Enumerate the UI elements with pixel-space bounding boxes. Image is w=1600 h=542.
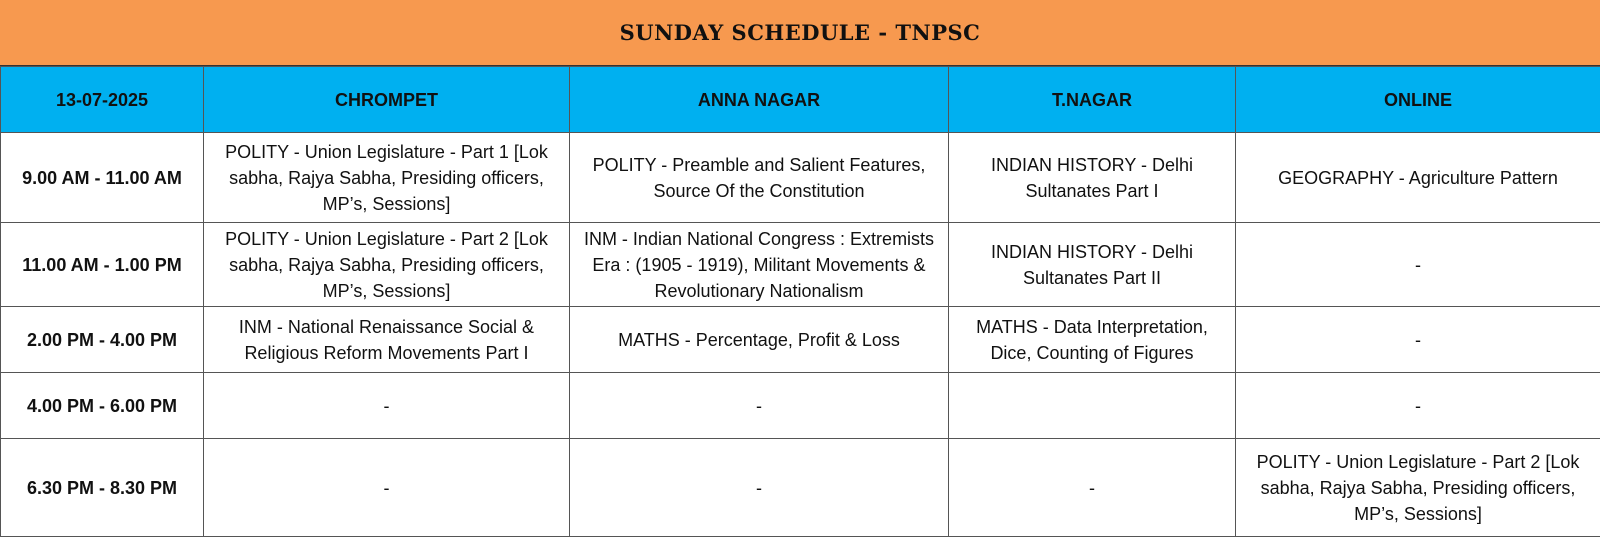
table-cell: INDIAN HISTORY - Delhi Sultanates Part I bbox=[949, 133, 1236, 223]
table-cell bbox=[949, 373, 1236, 439]
table-cell: - bbox=[1236, 307, 1600, 373]
table-cell: POLITY - Union Legislature - Part 1 [Lok sabha, Rajya Sabha, Presiding officers, MP’s, Sessions] bbox=[204, 133, 570, 223]
header-chrompet: CHROMPET bbox=[204, 67, 570, 133]
header-anna-nagar: ANNA NAGAR bbox=[570, 67, 949, 133]
header-date: 13-07-2025 bbox=[1, 67, 204, 133]
table-cell: - bbox=[570, 439, 949, 537]
table-cell: GEOGRAPHY - Agriculture Pattern bbox=[1236, 133, 1600, 223]
time-slot: 4.00 PM - 6.00 PM bbox=[1, 373, 204, 439]
table-cell: - bbox=[204, 439, 570, 537]
header-row bbox=[1, 67, 1600, 133]
table-cell: - bbox=[949, 439, 1236, 537]
table-row bbox=[1, 133, 1600, 223]
table-cell: MATHS - Percentage, Profit & Loss bbox=[570, 307, 949, 373]
table-cell: INM - National Renaissance Social & Religious Reform Movements Part I bbox=[204, 307, 570, 373]
table-cell: POLITY - Union Legislature - Part 2 [Lok sabha, Rajya Sabha, Presiding officers, MP’s, Sessions] bbox=[1236, 439, 1600, 537]
time-slot: 2.00 PM - 4.00 PM bbox=[1, 307, 204, 373]
table-row bbox=[1, 439, 1600, 537]
table-cell: INDIAN HISTORY - Delhi Sultanates Part II bbox=[949, 223, 1236, 307]
time-slot: 9.00 AM - 11.00 AM bbox=[1, 133, 204, 223]
time-slot: 6.30 PM - 8.30 PM bbox=[1, 439, 204, 537]
table-row bbox=[1, 223, 1600, 307]
table-cell: POLITY - Union Legislature - Part 2 [Lok sabha, Rajya Sabha, Presiding officers, MP’s, Sessions] bbox=[204, 223, 570, 307]
table-cell: - bbox=[1236, 373, 1600, 439]
table-row bbox=[1, 307, 1600, 373]
schedule-table bbox=[0, 66, 1600, 537]
table-cell: - bbox=[1236, 223, 1600, 307]
header-t-nagar: T.NAGAR bbox=[949, 67, 1236, 133]
table-row bbox=[1, 373, 1600, 439]
table-cell: - bbox=[570, 373, 949, 439]
header-online: ONLINE bbox=[1236, 67, 1600, 133]
table-cell: MATHS - Data Interpretation, Dice, Counting of Figures bbox=[949, 307, 1236, 373]
table-cell: INM - Indian National Congress : Extremists Era : (1905 - 1919), Militant Movements & Revolutionary Nationalism bbox=[570, 223, 949, 307]
table-cell: POLITY - Preamble and Salient Features, Source Of the Constitution bbox=[570, 133, 949, 223]
table-cell: - bbox=[204, 373, 570, 439]
time-slot: 11.00 AM - 1.00 PM bbox=[1, 223, 204, 307]
title-bar bbox=[0, 0, 1600, 66]
page-title: SUNDAY SCHEDULE - TNPSC bbox=[619, 20, 981, 45]
